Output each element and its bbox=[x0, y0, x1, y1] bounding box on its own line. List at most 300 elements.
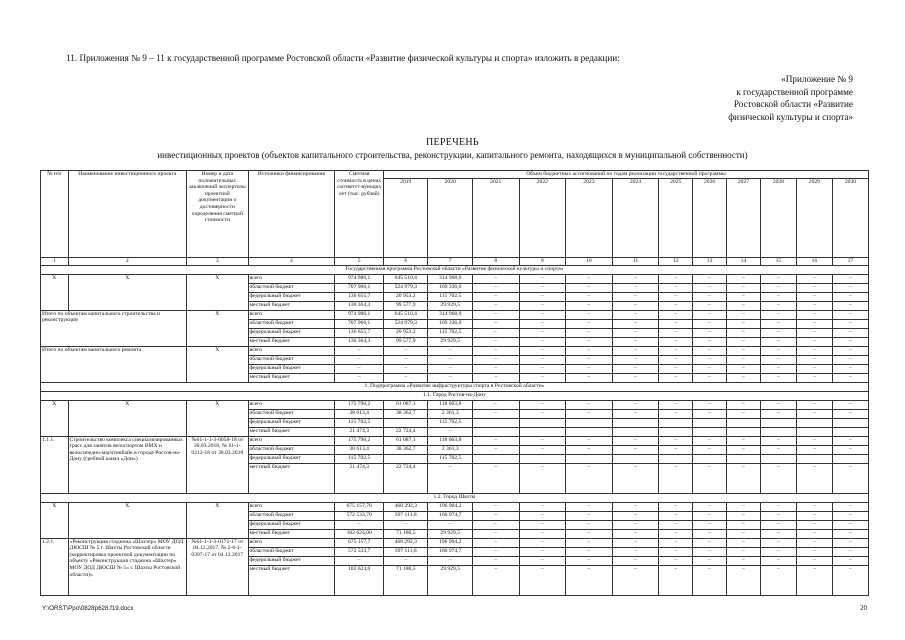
row-year-value: – bbox=[727, 436, 761, 445]
row-year-value: – bbox=[519, 547, 566, 556]
row-year-value: – bbox=[727, 337, 761, 346]
row-year-value: – bbox=[760, 301, 796, 310]
table-row bbox=[41, 346, 869, 355]
row-year-value: – bbox=[472, 400, 519, 409]
row-year-value: – bbox=[727, 355, 761, 364]
row-year-value bbox=[796, 454, 832, 463]
row-year-value: – bbox=[519, 400, 566, 409]
row-year-value: – bbox=[659, 364, 693, 373]
row-year-value: 99 577,9 bbox=[384, 337, 428, 346]
row-year-value: – bbox=[796, 445, 832, 454]
row-year-value: – bbox=[519, 463, 566, 493]
page-number: 20 bbox=[860, 604, 867, 612]
row-year-value: – bbox=[832, 565, 868, 595]
row-year-value: 22 724,4 bbox=[384, 427, 428, 436]
row-number: Х bbox=[41, 274, 69, 310]
row-year-value: – bbox=[659, 355, 693, 364]
row-cost: 130 364,3 bbox=[335, 337, 384, 346]
row-year-value: 166 974,7 bbox=[428, 547, 472, 556]
column-number: 12 bbox=[659, 258, 693, 266]
row-year-value: – bbox=[727, 520, 761, 529]
row-year-value: – bbox=[832, 520, 868, 529]
row-expertise-doc: №61-1-1-3-0058-18 от 30.03.2018, № 61-1-0212-18 от 30.03.2018 bbox=[187, 436, 248, 493]
row-year-value: – bbox=[659, 511, 693, 520]
row-year-value: – bbox=[727, 463, 761, 493]
header-num: № п/п bbox=[41, 171, 69, 258]
row-year-value: – bbox=[659, 301, 693, 310]
row-year-value: – bbox=[612, 373, 659, 382]
table-row bbox=[41, 400, 869, 409]
header-year: 2030 bbox=[832, 179, 868, 258]
row-year-value: – bbox=[693, 283, 727, 292]
row-source: федеральный бюджет bbox=[248, 328, 335, 337]
row-year-value: – bbox=[612, 520, 659, 529]
row-year-value: – bbox=[566, 520, 613, 529]
row-cost: 974 986,1 bbox=[335, 274, 384, 283]
row-source: областной бюджет bbox=[248, 283, 335, 292]
row-source: местный бюджет bbox=[248, 529, 335, 538]
row-year-value: – bbox=[659, 529, 693, 538]
row-year-value: – bbox=[796, 463, 832, 493]
header-cost: Сметная стоимость в ценах соответст-вующих лет (тыс. рублей) bbox=[335, 171, 384, 258]
row-year-value: – bbox=[612, 547, 659, 556]
row-year-value bbox=[472, 454, 519, 463]
row-year-value: – bbox=[760, 328, 796, 337]
row-year-value: – bbox=[796, 520, 832, 529]
row-year-value: – bbox=[760, 436, 796, 445]
row-year-value bbox=[519, 427, 566, 436]
row-year-value: – bbox=[760, 319, 796, 328]
row-year-value: – bbox=[659, 400, 693, 409]
row-year-value: 397 111,8 bbox=[384, 547, 428, 556]
row-year-value: – bbox=[519, 283, 566, 292]
row-year-value: – bbox=[612, 463, 659, 493]
table-row bbox=[41, 274, 869, 283]
row-source: федеральный бюджет bbox=[248, 292, 335, 301]
row-year-value: – bbox=[760, 445, 796, 454]
row-year-value: – bbox=[796, 292, 832, 301]
investment-projects-table bbox=[40, 170, 869, 596]
row-year-value: – bbox=[472, 556, 519, 565]
table-row bbox=[41, 436, 869, 445]
column-number: 8 bbox=[472, 258, 519, 266]
row-year-value: – bbox=[472, 283, 519, 292]
row-year-value: – bbox=[693, 463, 727, 493]
row-year-value bbox=[760, 427, 796, 436]
row-year-value: – bbox=[693, 529, 727, 538]
row-year-value: – bbox=[612, 355, 659, 364]
row-year-value: – bbox=[693, 400, 727, 409]
row-year-value: – bbox=[796, 364, 832, 373]
table-row bbox=[41, 538, 869, 547]
row-year-value: – bbox=[612, 511, 659, 520]
row-year-value: – bbox=[727, 565, 761, 595]
row-year-value: – bbox=[472, 274, 519, 283]
row-year-value: – bbox=[832, 409, 868, 418]
row-year-value: – bbox=[659, 538, 693, 547]
row-year-value: – bbox=[659, 319, 693, 328]
row-cost: 21 474,3 bbox=[335, 463, 384, 493]
row-cost: 707 966,1 bbox=[335, 283, 384, 292]
row-cost: 136 655,7 bbox=[335, 292, 384, 301]
row-year-value: – bbox=[566, 502, 613, 511]
row-year-value: – bbox=[472, 547, 519, 556]
row-year-value: – bbox=[612, 346, 659, 355]
row-year-value: 645 510,4 bbox=[384, 274, 428, 283]
row-year-value: 314 968,0 bbox=[428, 274, 472, 283]
row-year-value: 115 702,5 bbox=[428, 454, 472, 463]
row-year-value: – bbox=[659, 445, 693, 454]
row-year-value: – bbox=[612, 556, 659, 565]
row-year-value: – bbox=[832, 301, 868, 310]
row-year-value: – bbox=[428, 520, 472, 529]
row-number: 1.2.1. bbox=[41, 538, 69, 595]
row-year-value: – bbox=[727, 400, 761, 409]
row-year-value: – bbox=[566, 319, 613, 328]
row-year-value bbox=[832, 427, 868, 436]
row-year-value bbox=[832, 454, 868, 463]
header-year: 2028 bbox=[760, 179, 796, 258]
row-year-value bbox=[612, 454, 659, 463]
row-year-value: – bbox=[760, 409, 796, 418]
row-name: Строительство комплекса специализированных трасс для занятия велоспортом ВМХ и велосипедно-маунтинбайк в городе Ростов-на-Дону (гребной канал «Дон») bbox=[68, 436, 187, 493]
row-year-value: – bbox=[693, 445, 727, 454]
row-year-value: – bbox=[796, 511, 832, 520]
header-name: Наименование инвестиционного проекта bbox=[68, 171, 187, 258]
row-year-value bbox=[566, 427, 613, 436]
row-cost: 38 613,4 bbox=[335, 409, 384, 418]
row-year-value: – bbox=[612, 502, 659, 511]
row-year-value: – bbox=[566, 301, 613, 310]
row-year-value: – bbox=[727, 328, 761, 337]
row-year-value: – bbox=[832, 373, 868, 382]
row-cost: – bbox=[335, 364, 384, 373]
row-year-value: – bbox=[566, 337, 613, 346]
row-year-value: – bbox=[796, 502, 832, 511]
row-year-value bbox=[472, 427, 519, 436]
row-source: федеральный бюджет bbox=[248, 364, 335, 373]
header-year: 2022 bbox=[519, 179, 566, 258]
row-year-value bbox=[472, 418, 519, 427]
row-source: местный бюджет bbox=[248, 301, 335, 310]
section-row bbox=[41, 265, 869, 274]
row-year-value: – bbox=[519, 511, 566, 520]
column-number: 10 bbox=[566, 258, 613, 266]
row-year-value: 29 929,5 bbox=[428, 565, 472, 595]
row-year-value: – bbox=[384, 346, 428, 355]
row-year-value: – bbox=[519, 355, 566, 364]
section-row bbox=[41, 382, 869, 391]
row-year-value bbox=[693, 418, 727, 427]
row-year-value: – bbox=[566, 529, 613, 538]
row-year-value: – bbox=[832, 436, 868, 445]
header-year: 2025 bbox=[659, 179, 693, 258]
row-cost: 974 986,1 bbox=[335, 310, 384, 319]
row-cost: 115 702,5 bbox=[335, 454, 384, 463]
row-year-value: 20 953,2 bbox=[384, 292, 428, 301]
row-year-value: – bbox=[693, 310, 727, 319]
row-year-value: – bbox=[384, 520, 428, 529]
row-year-value: 115 702,5 bbox=[428, 418, 472, 427]
row-source: областной бюджет bbox=[248, 445, 335, 454]
appendix-line: «Приложение № 9 bbox=[781, 74, 853, 84]
row-source: федеральный бюджет bbox=[248, 556, 335, 565]
row-source: областной бюджет bbox=[248, 355, 335, 364]
row-year-value: – bbox=[693, 565, 727, 595]
row-year-value: – bbox=[760, 511, 796, 520]
row-year-value: – bbox=[566, 445, 613, 454]
row-year-value: – bbox=[428, 556, 472, 565]
row-year-value: – bbox=[796, 337, 832, 346]
row-year-value: – bbox=[519, 529, 566, 538]
row-expertise-doc: Х bbox=[187, 346, 248, 382]
row-source: всего bbox=[248, 346, 335, 355]
row-year-value: – bbox=[727, 373, 761, 382]
row-year-value: 524 979,3 bbox=[384, 319, 428, 328]
row-year-value: – bbox=[693, 511, 727, 520]
row-source: всего bbox=[248, 310, 335, 319]
header-year: 2026 bbox=[693, 179, 727, 258]
row-year-value bbox=[384, 454, 428, 463]
row-year-value: – bbox=[566, 310, 613, 319]
row-year-value: – bbox=[727, 274, 761, 283]
row-expertise-doc: Х bbox=[187, 400, 248, 436]
column-number: 3 bbox=[187, 258, 248, 266]
row-year-value: 29 929,5 bbox=[428, 301, 472, 310]
row-year-value: – bbox=[384, 355, 428, 364]
row-year-value: – bbox=[796, 436, 832, 445]
row-expertise-doc: Х bbox=[187, 310, 248, 346]
row-year-value: 196 904,2 bbox=[428, 502, 472, 511]
row-year-value: 468 292,3 bbox=[384, 538, 428, 547]
row-source: всего bbox=[248, 436, 335, 445]
row-cost: – bbox=[335, 520, 384, 529]
row-number: Х bbox=[41, 400, 69, 436]
row-year-value: 397 111,8 bbox=[384, 511, 428, 520]
row-year-value: – bbox=[796, 529, 832, 538]
row-year-value: – bbox=[796, 373, 832, 382]
row-year-value: – bbox=[612, 301, 659, 310]
row-source: федеральный бюджет bbox=[248, 418, 335, 427]
row-year-value: – bbox=[727, 538, 761, 547]
row-year-value: – bbox=[612, 538, 659, 547]
column-number: 15 bbox=[760, 258, 796, 266]
row-year-value: – bbox=[796, 355, 832, 364]
row-year-value: – bbox=[566, 538, 613, 547]
row-year-value: 20 953,2 bbox=[384, 328, 428, 337]
row-year-value bbox=[796, 427, 832, 436]
row-year-value: – bbox=[519, 538, 566, 547]
row-year-value: 115 702,5 bbox=[428, 328, 472, 337]
row-year-value: – bbox=[519, 292, 566, 301]
row-year-value: – bbox=[727, 529, 761, 538]
row-year-value bbox=[659, 427, 693, 436]
row-year-value: – bbox=[472, 292, 519, 301]
document-title: ПЕРЕЧЕНЬ bbox=[426, 137, 479, 148]
column-number: 4 bbox=[248, 258, 335, 266]
row-year-value: – bbox=[428, 355, 472, 364]
row-year-value: – bbox=[659, 463, 693, 493]
row-year-value: – bbox=[519, 319, 566, 328]
row-year-value: – bbox=[612, 445, 659, 454]
row-year-value bbox=[727, 454, 761, 463]
row-year-value: – bbox=[832, 364, 868, 373]
row-year-value: – bbox=[760, 400, 796, 409]
row-year-value: – bbox=[760, 529, 796, 538]
row-year-value: – bbox=[832, 328, 868, 337]
row-year-value: – bbox=[693, 274, 727, 283]
row-year-value: – bbox=[693, 364, 727, 373]
row-year-value: – bbox=[693, 409, 727, 418]
row-cost: 136 655,7 bbox=[335, 328, 384, 337]
column-number: 7 bbox=[428, 258, 472, 266]
row-year-value: 314 968,0 bbox=[428, 310, 472, 319]
row-year-value: 115 702,5 bbox=[428, 292, 472, 301]
row-year-value: – bbox=[760, 565, 796, 595]
row-year-value: – bbox=[796, 409, 832, 418]
row-name: Х bbox=[68, 274, 187, 310]
section-row bbox=[41, 493, 869, 502]
row-year-value: – bbox=[832, 400, 868, 409]
footer-file-path: Y:\ORST\Ppo\0828p628.f19.docx bbox=[42, 605, 134, 612]
row-year-value: – bbox=[612, 400, 659, 409]
row-year-value: – bbox=[832, 292, 868, 301]
appendix-heading bbox=[673, 73, 853, 123]
table-header bbox=[41, 171, 869, 266]
row-year-value: – bbox=[566, 328, 613, 337]
row-year-value: – bbox=[796, 346, 832, 355]
row-name: «Реконструкция стадиона «Шахтер» МОУ ДОД ДЮСШ № 5 г. Шахты Ростовской области (корректировка проектной документации по объекту «Реконструкция стадиона «Шахтер» МОУ ДОД ДЮСШ № 5» г. Шахты Ростовской области)» bbox=[68, 538, 187, 595]
row-cost: 38 613,4 bbox=[335, 445, 384, 454]
row-year-value: – bbox=[472, 502, 519, 511]
header-year: 2019 bbox=[384, 179, 428, 258]
row-year-value bbox=[566, 454, 613, 463]
row-year-value: 2 361,3 bbox=[428, 445, 472, 454]
row-year-value: – bbox=[566, 364, 613, 373]
section-title: 1. Подпрограмма «Развитие инфраструктуры спорта в Ростовской области» bbox=[41, 382, 869, 391]
row-year-value: – bbox=[693, 328, 727, 337]
row-year-value: 196 904,2 bbox=[428, 538, 472, 547]
header-year: 2020 bbox=[428, 179, 472, 258]
row-source: местный бюджет bbox=[248, 463, 335, 493]
row-year-value: – bbox=[727, 283, 761, 292]
row-year-value: – bbox=[659, 565, 693, 595]
row-year-value: – bbox=[796, 538, 832, 547]
row-year-value: – bbox=[796, 274, 832, 283]
header-year: 2027 bbox=[727, 179, 761, 258]
row-year-value: 29 929,5 bbox=[428, 337, 472, 346]
row-year-value: – bbox=[693, 502, 727, 511]
row-year-value: 61 087,1 bbox=[384, 436, 428, 445]
row-cost: 675 157,70 bbox=[335, 502, 384, 511]
row-year-value: – bbox=[612, 529, 659, 538]
intro-text: 11. Приложения № 9 – 11 к государственной программе Ростовской области «Развитие физической культуры и спорта» изложить в редакции: bbox=[66, 53, 620, 63]
row-year-value: – bbox=[659, 502, 693, 511]
row-year-value: – bbox=[472, 529, 519, 538]
row-year-value: – bbox=[566, 346, 613, 355]
row-year-value: – bbox=[693, 520, 727, 529]
section-title: 1.2. Город Шахты bbox=[41, 493, 869, 502]
row-year-value: – bbox=[566, 292, 613, 301]
row-year-value: 38 362,7 bbox=[384, 445, 428, 454]
row-source: местный бюджет bbox=[248, 373, 335, 382]
row-year-value: – bbox=[796, 400, 832, 409]
row-name: Итого по объектам капитального ремонта bbox=[41, 346, 187, 382]
column-number: 1 bbox=[41, 258, 69, 266]
row-year-value: – bbox=[727, 310, 761, 319]
row-year-value: – bbox=[428, 346, 472, 355]
row-year-value bbox=[796, 418, 832, 427]
row-year-value: – bbox=[693, 301, 727, 310]
row-year-value: – bbox=[760, 373, 796, 382]
table-row bbox=[41, 502, 869, 511]
row-year-value bbox=[612, 427, 659, 436]
row-cost: 130 364,3 bbox=[335, 301, 384, 310]
row-year-value: – bbox=[760, 538, 796, 547]
row-year-value: – bbox=[472, 436, 519, 445]
row-year-value: – bbox=[832, 529, 868, 538]
row-year-value: 524 979,3 bbox=[384, 283, 428, 292]
row-year-value: – bbox=[472, 319, 519, 328]
row-year-value: – bbox=[693, 538, 727, 547]
row-year-value: – bbox=[519, 364, 566, 373]
row-year-value: 645 510,4 bbox=[384, 310, 428, 319]
row-year-value: – bbox=[796, 319, 832, 328]
row-year-value: – bbox=[519, 436, 566, 445]
row-year-value: – bbox=[760, 292, 796, 301]
row-cost: – bbox=[335, 373, 384, 382]
row-year-value: – bbox=[428, 364, 472, 373]
row-year-value: – bbox=[612, 337, 659, 346]
row-year-value: – bbox=[693, 556, 727, 565]
row-source: федеральный бюджет bbox=[248, 520, 335, 529]
row-cost: 707 966,1 bbox=[335, 319, 384, 328]
row-year-value bbox=[612, 418, 659, 427]
header-year: 2029 bbox=[796, 179, 832, 258]
header-year: 2021 bbox=[472, 179, 519, 258]
row-year-value: – bbox=[519, 301, 566, 310]
row-year-value: – bbox=[659, 310, 693, 319]
row-cost: – bbox=[335, 556, 384, 565]
row-year-value: – bbox=[693, 319, 727, 328]
row-year-value: 169 336,0 bbox=[428, 319, 472, 328]
header-column-numbers bbox=[41, 258, 869, 266]
row-year-value: – bbox=[612, 436, 659, 445]
section-title: 1.1. Город Ростов-на-Дону bbox=[41, 391, 869, 400]
row-year-value: – bbox=[693, 547, 727, 556]
document-subtitle: инвестиционных проектов (объектов капитального строительства, реконструкции, капитального ремонта, находящихся в муниципальной собственности) bbox=[157, 150, 748, 160]
row-year-value: – bbox=[796, 328, 832, 337]
row-source: областной бюджет bbox=[248, 547, 335, 556]
row-year-value: – bbox=[659, 346, 693, 355]
row-year-value: – bbox=[832, 346, 868, 355]
row-cost: 572 533,70 bbox=[335, 511, 384, 520]
row-year-value: – bbox=[760, 520, 796, 529]
row-year-value: – bbox=[659, 520, 693, 529]
row-year-value: – bbox=[612, 565, 659, 595]
row-year-value: – bbox=[519, 409, 566, 418]
row-year-value: – bbox=[566, 355, 613, 364]
row-year-value: – bbox=[519, 502, 566, 511]
row-year-value: 2 361,3 bbox=[428, 409, 472, 418]
row-source: областной бюджет bbox=[248, 319, 335, 328]
column-number: 11 bbox=[612, 258, 659, 266]
row-year-value: – bbox=[832, 538, 868, 547]
row-year-value: – bbox=[428, 427, 472, 436]
row-year-value: – bbox=[566, 547, 613, 556]
row-cost: 175 790,2 bbox=[335, 436, 384, 445]
row-year-value: – bbox=[612, 274, 659, 283]
